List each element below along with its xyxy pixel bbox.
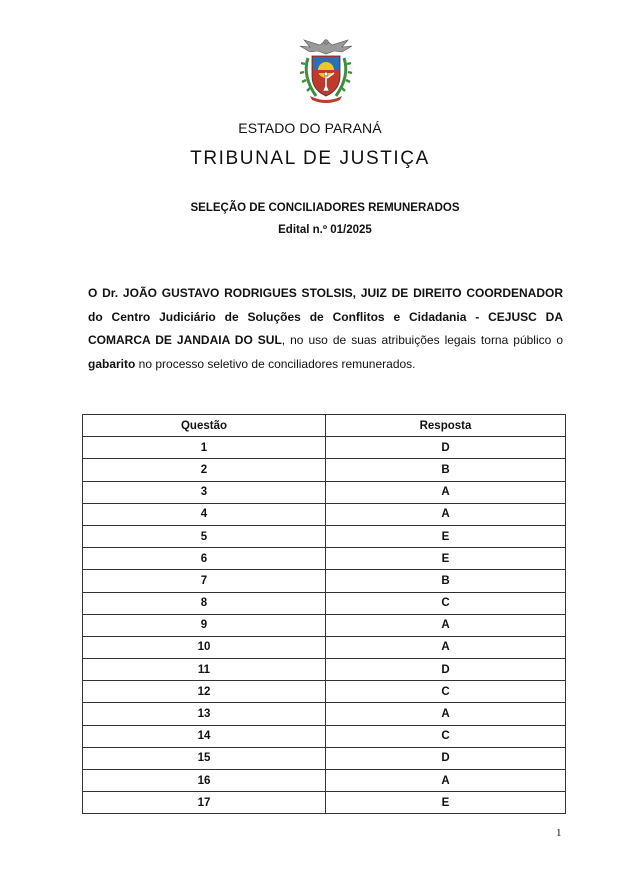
table-row: [83, 747, 566, 769]
answer-letter: C: [326, 725, 566, 747]
table-row: [83, 459, 566, 481]
answer-letter: C: [326, 681, 566, 703]
table-header-row: [83, 415, 566, 437]
question-number: 10: [83, 636, 326, 658]
intro-keyword: gabarito: [88, 356, 136, 371]
court-title: TRIBUNAL DE JUSTIÇA: [190, 148, 430, 169]
intro-authority: O Dr. JOÃO GUSTAVO RODRIGUES STOLSIS, JUIZ DE DIREITO COORDENADOR do Centro Judiciário de Soluções de Conflitos e Cidadania - CEJUSC DA COMARCA DE JANDAIA DO SUL: [88, 286, 563, 347]
answer-letter: E: [326, 525, 566, 547]
answer-letter: E: [326, 548, 566, 570]
question-number: 7: [83, 570, 326, 592]
question-number: 1: [83, 437, 326, 459]
answer-letter: C: [326, 592, 566, 614]
table-row: [83, 770, 566, 792]
table-row: [83, 503, 566, 525]
question-number: 11: [83, 659, 326, 681]
question-number: 8: [83, 592, 326, 614]
answer-key-table: [82, 414, 566, 814]
question-number: 13: [83, 703, 326, 725]
table-row: [83, 437, 566, 459]
page-number: 1: [556, 827, 562, 839]
question-number: 5: [83, 525, 326, 547]
table-row: [83, 659, 566, 681]
answer-letter: D: [326, 659, 566, 681]
intro-paragraph: [88, 282, 563, 376]
intro-text-end: no processo seletivo de conciliadores remunerados.: [135, 356, 416, 371]
header-answer: Resposta: [326, 415, 566, 437]
question-number: 3: [83, 481, 326, 503]
answer-letter: A: [326, 503, 566, 525]
state-heading: ESTADO DO PARANÁ: [238, 120, 382, 136]
question-number: 14: [83, 725, 326, 747]
table-row: [83, 525, 566, 547]
table-row: [83, 548, 566, 570]
table-row: [83, 681, 566, 703]
table-row: [83, 570, 566, 592]
question-number: 15: [83, 747, 326, 769]
table-row: [83, 614, 566, 636]
question-number: 6: [83, 548, 326, 570]
answer-letter: A: [326, 636, 566, 658]
selection-title: SELEÇÃO DE CONCILIADORES REMUNERADOS: [190, 202, 460, 214]
table-row: [83, 725, 566, 747]
table-row: [83, 592, 566, 614]
question-number: 9: [83, 614, 326, 636]
answer-letter: B: [326, 459, 566, 481]
header-question: Questão: [83, 415, 326, 437]
table-row: [83, 703, 566, 725]
intro-text: , no uso de suas atribuições legais torna público o: [281, 333, 563, 347]
question-number: 2: [83, 459, 326, 481]
question-number: 17: [83, 792, 326, 814]
answer-letter: B: [326, 570, 566, 592]
answer-letter: D: [326, 747, 566, 769]
question-number: 4: [83, 503, 326, 525]
question-number: 16: [83, 770, 326, 792]
answer-key-body: [83, 437, 566, 814]
answer-letter: A: [326, 481, 566, 503]
answer-letter: A: [326, 703, 566, 725]
edital-number: Edital n.º 01/2025: [278, 224, 372, 236]
answer-letter: E: [326, 792, 566, 814]
table-row: [83, 636, 566, 658]
table-row: [83, 481, 566, 503]
table-row: [83, 792, 566, 814]
answer-letter: D: [326, 437, 566, 459]
answer-letter: A: [326, 614, 566, 636]
question-number: 12: [83, 681, 326, 703]
answer-letter: A: [326, 770, 566, 792]
parana-coat-of-arms-icon: [296, 36, 356, 104]
